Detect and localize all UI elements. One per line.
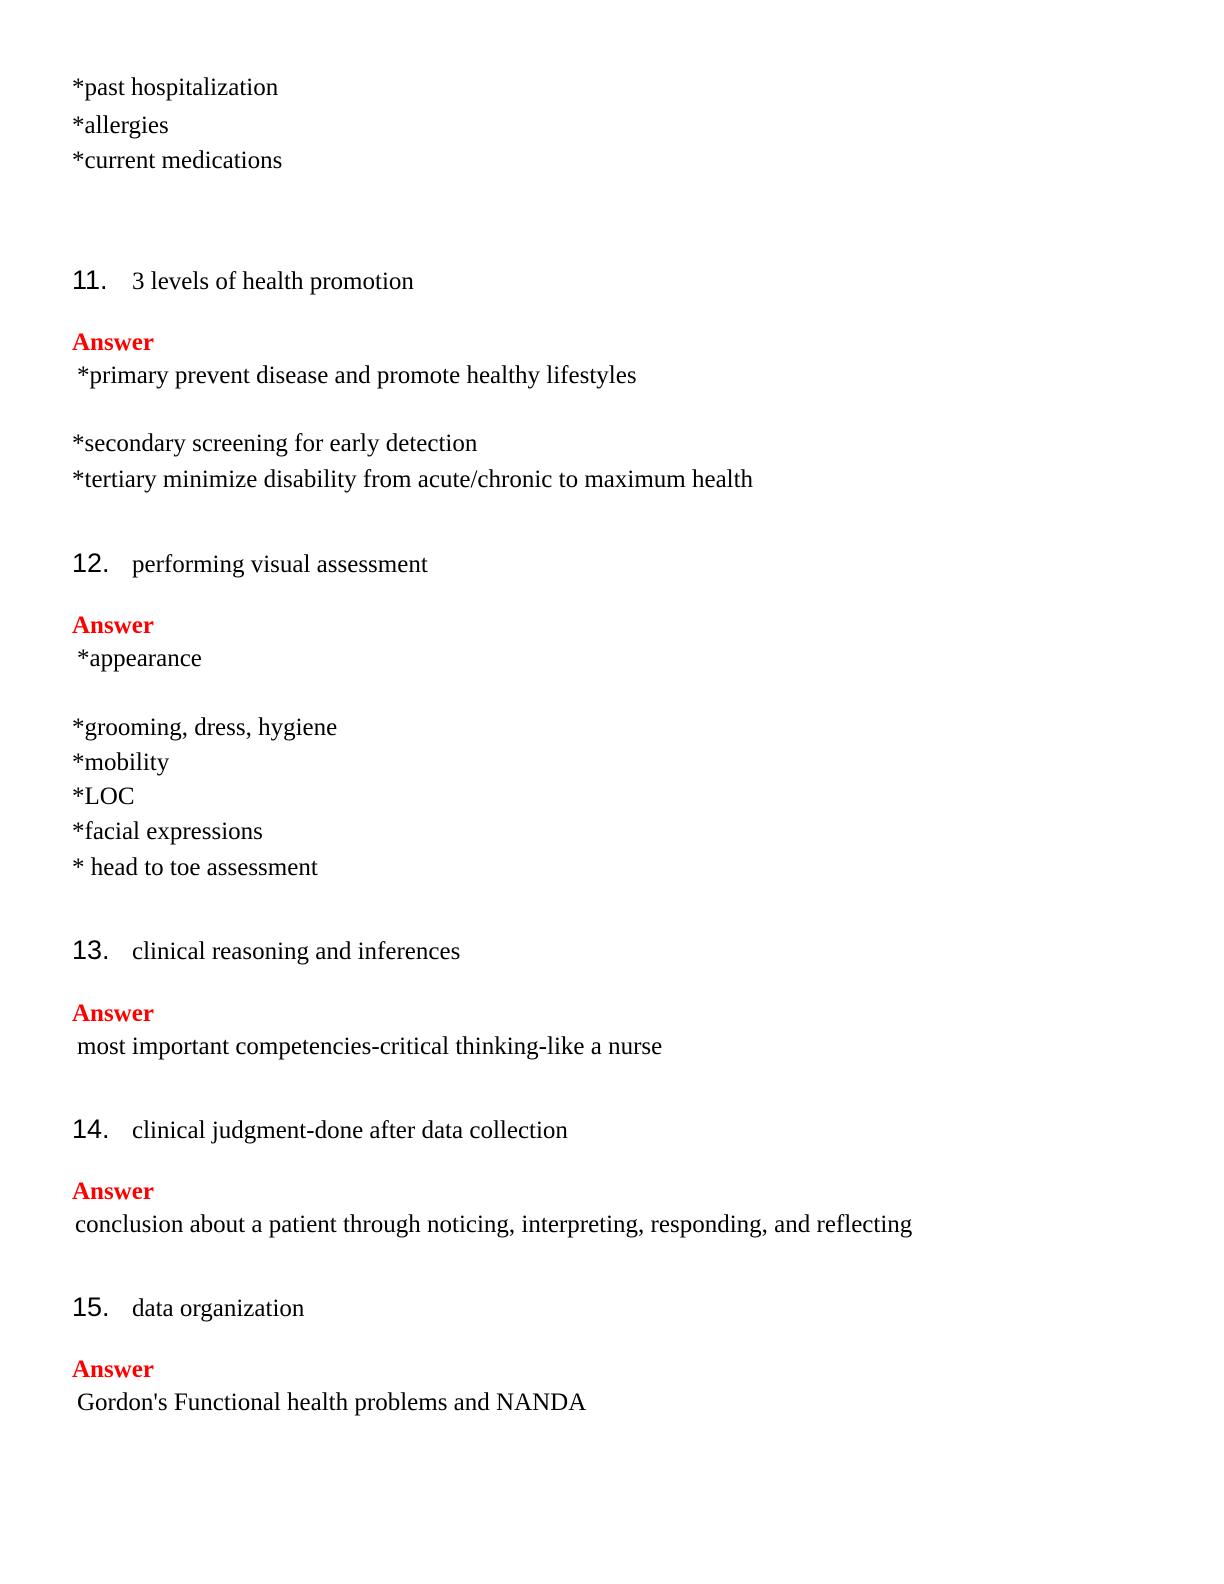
question-prompt: clinical judgment-done after data collection [132, 1117, 568, 1144]
question-prompt: clinical reasoning and inferences [132, 938, 461, 965]
answer-line: *appearance [77, 645, 202, 672]
question-12 [72, 546, 428, 585]
answer-label: Answer [72, 1178, 154, 1205]
question-number: 14. [72, 1114, 110, 1144]
answer-label: Answer [72, 329, 154, 356]
question-14 [72, 1112, 568, 1151]
question-11 [72, 263, 414, 302]
intro-line-allergies: *allergies [72, 112, 169, 139]
answer-line: *primary prevent disease and promote healthy lifestyles [77, 362, 637, 389]
question-prompt: 3 levels of health promotion [132, 268, 414, 295]
answer-line: *tertiary minimize disability from acute/chronic to maximum health [72, 466, 754, 493]
answer-line: most important competencies-critical thinking-like a nurse [77, 1033, 663, 1060]
answer-line: *LOC [72, 783, 135, 810]
answer-line: *secondary screening for early detection [72, 430, 478, 457]
answer-line: *facial expressions [72, 818, 263, 845]
question-15 [72, 1290, 304, 1329]
answer-line: *mobility [72, 749, 170, 776]
answer-line: Gordon's Functional health problems and NANDA [77, 1389, 587, 1416]
answer-label: Answer [72, 1356, 154, 1383]
question-13 [72, 933, 460, 972]
answer-line: *grooming, dress, hygiene [72, 714, 338, 741]
question-prompt: performing visual assessment [132, 551, 428, 578]
question-number: 13. [72, 935, 110, 965]
answer-line: conclusion about a patient through noticing, interpreting, responding, and reflecting [75, 1211, 913, 1238]
intro-line-current-medications: *current medications [72, 147, 283, 174]
answer-line: * head to toe assessment [72, 854, 318, 881]
intro-line-past-hospitalization: *past hospitalization [72, 74, 279, 101]
answer-label: Answer [72, 1000, 154, 1027]
question-number: 15. [72, 1292, 110, 1322]
answer-label: Answer [72, 612, 154, 639]
question-number: 12. [72, 548, 110, 578]
question-prompt: data organization [132, 1295, 305, 1322]
question-number: 11. [72, 265, 108, 295]
